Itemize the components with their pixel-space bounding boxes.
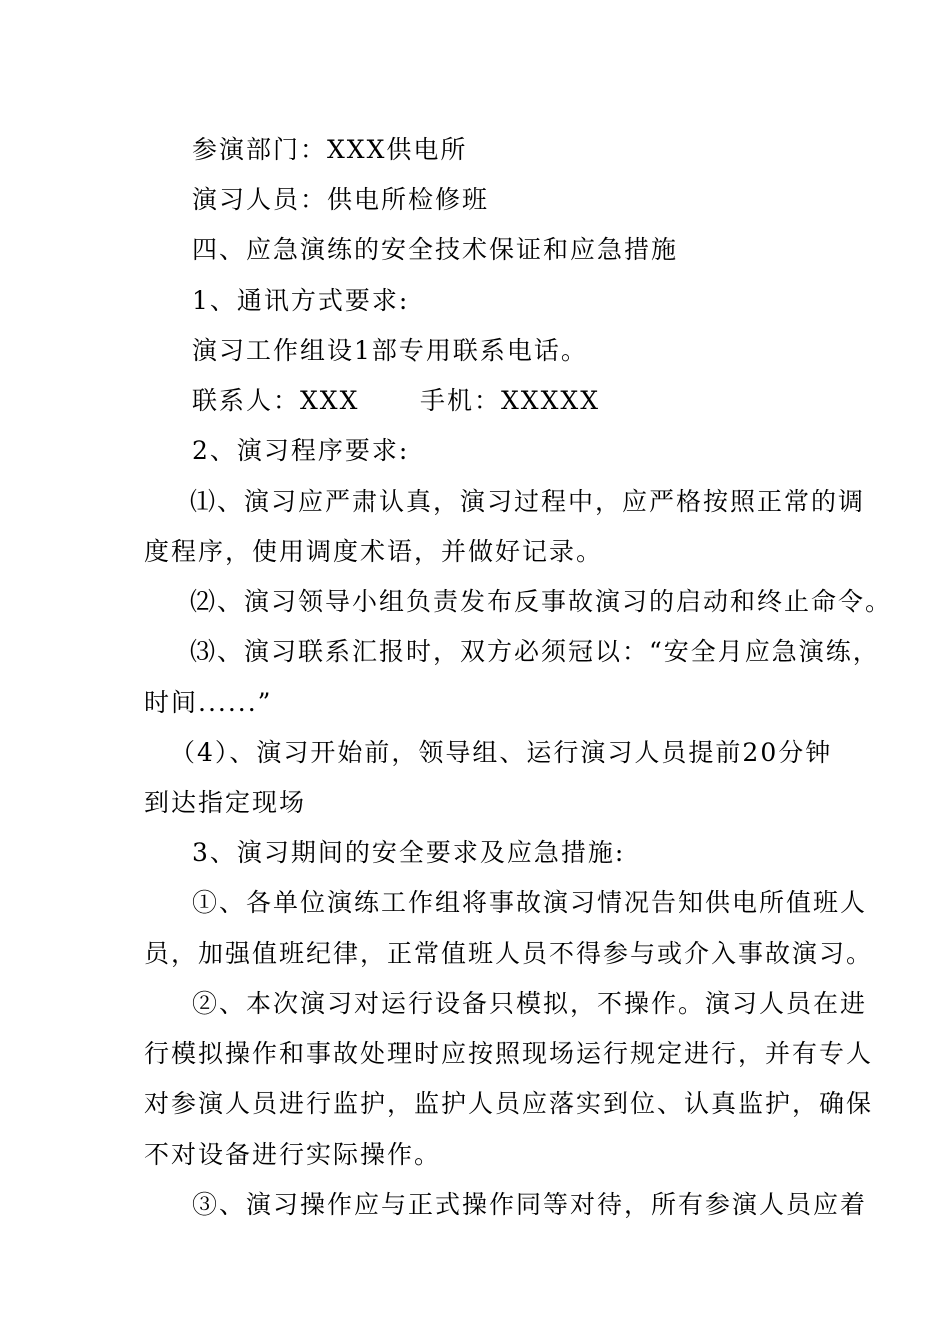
procedure-item-3-line-1: ⑶、演习联系汇报时，双方必须冠以：“安全月应急演练，: [190, 637, 880, 666]
participating-department-line: 参演部门：XXX供电所: [192, 135, 468, 164]
contact-phone: 手机：XXXXX: [420, 386, 600, 415]
subheading-procedure: 2、演习程序要求:: [192, 436, 410, 465]
safety-item-2-line-2: 行模拟操作和事故处理时应按照现场运行规定进行，并有专人: [144, 1039, 874, 1068]
procedure-item-4-line-1: （4）、演习开始前，领导组、运行演习人员提前20分钟: [170, 738, 833, 767]
procedure-item-4-line-2: 到达指定现场: [144, 788, 307, 817]
section-heading-4: 四、应急演练的安全技术保证和应急措施: [192, 235, 679, 264]
safety-item-2-line-3: 对参演人员进行监护，监护人员应落实到位、认真监护，确保: [144, 1089, 874, 1118]
communication-text: 演习工作组设1部专用联系电话。: [192, 336, 588, 365]
subheading-safety: 3、演习期间的安全要求及应急措施:: [192, 838, 626, 867]
safety-item-2-line-1: ②、本次演习对运行设备只模拟，不操作。演习人员在进: [192, 989, 868, 1018]
subheading-communication: 1、通讯方式要求:: [192, 286, 410, 315]
safety-item-1-line-2: 员，加强值班纪律，正常值班人员不得参与或介入事故演习。: [144, 939, 874, 968]
procedure-item-3-line-2: 时间......”: [144, 688, 273, 717]
procedure-item-2: ⑵、演习领导小组负责发布反事故演习的启动和终止命令。: [190, 587, 893, 616]
procedure-item-1-line-2: 度程序，使用调度术语，并做好记录。: [144, 537, 604, 566]
safety-item-1-line-1: ①、各单位演练工作组将事故演习情况告知供电所值班人: [192, 888, 868, 917]
drill-personnel-line: 演习人员：供电所检修班: [192, 185, 490, 214]
safety-item-3-line-1: ③、演习操作应与正式操作同等对待，所有参演人员应着: [192, 1190, 868, 1219]
contact-person: 联系人：XXX: [192, 386, 360, 415]
procedure-item-1-line-1: ⑴、演习应严肃认真，演习过程中，应严格按照正常的调: [190, 487, 866, 516]
safety-item-2-line-4: 不对设备进行实际操作。: [144, 1140, 442, 1169]
